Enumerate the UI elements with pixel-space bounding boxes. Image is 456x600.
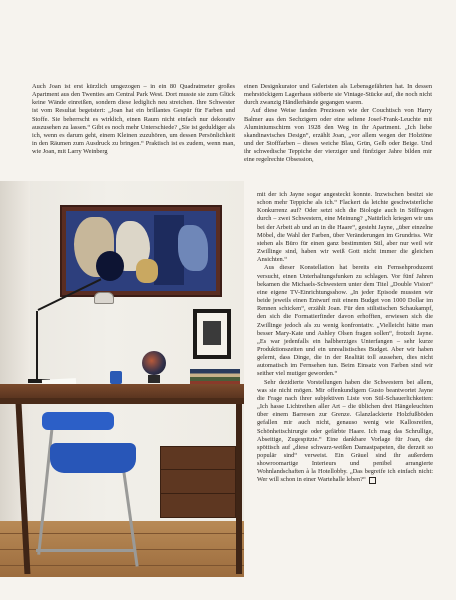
blue-chair-seat <box>50 443 136 473</box>
painting-shape <box>136 259 158 283</box>
paragraph: Aus dieser Konstellation hat bereits ein Fernsehproduzent versucht, einen Unterhaltungsfunken zu schlagen. Vor fünf Jahren bekamen die Michaels-Schwestern unter dem Titel „Double Vision“ eine eigene TV-Einrichtungsshow. „In jeder Episode mussten wir beide jeweils einen Entwurf mit einem Budget von 1000 Dollar im Rennen schicken“, erzählt Joan. Für den stilistischen Schaukampf, den sich die Formatierfinder davon erhofften, erwiesen sich die Zwillinge jedoch als zu wenig konfrontativ. „Vielleicht hätte man besser Mary-Kate und Ashley Olsen fragen sollen“, frotzelt Jayne. „Es war jedenfalls ein halbherziges Unterfangen – sehr kurze Produktionszeiten und ein unrealistisches Budget. Aber wir haben gelernt, dass Dinge, die in der Realität toll aussehen, dies nicht automatisch im Fernsehen tun. Beim Einsatz von Farben sind wir seither viel mutiger geworden.“ <box>257 264 433 378</box>
abstract-painting <box>60 205 222 297</box>
floor-board-line <box>0 533 244 534</box>
paragraph: Auch Joan ist erst kürzlich umgezogen – in ein 80 Quadratmeter großes Apartment aus den Twenties am Central Park West. Dort musste sie zum Glück keine Wände einreißen, sondern diese lediglich neu streichen. Ihre Schwester ist vom Resultat begeistert: „Joan hat ein brillantes Gespür für Farben und Stoffe. Sie beherrscht es wirklich, einen Raum nicht einfach nur dekorativ auszusehen zu lassen.“ Gibt es noch mehr Unterschiede? „Sie ist geduldiger als ich, wenn es darum geht, einem Kleinen zuzuhören, um dessen Persönlichkeit in den Räumen zum Ausdruck zu bringen.“ Praktisch ist es zudem, wenn man, wie Joan, mit Larry Weinberg <box>32 83 235 156</box>
small-framed-picture <box>193 309 231 359</box>
paragraph: Auf diese Weise fanden Preziosen wie der Couchtisch von Harry Balmer aus den Sechzigern oder eine seltene Josef-Frank-Leuchte mit Aluminiumschirm von 1928 den Weg in ihr Apartment. „Ich liebe skandinavisches Design“, erzählt Joan, „vor allem wegen der Holztöne und der Stofffarben – dieses weiche Blau, Grün, Gelb oder Beige. Und ihr schwedische Teppiche der vierziger und fünfziger Jahre bilden mir eine regelrechte Obsession, <box>244 107 432 164</box>
blue-chair-backrest <box>42 412 114 430</box>
paragraph-text: Sehr dezidierte Vorstellungen haben die Schwestern bei allem, was sie nicht mögen. Mir offenkundigem Gusto beantwortet Jayne die Frage nach ihrer subjektiven Liste von Stil-Schauerlichkeiten: „Ich hasse Lichtreihen aller Art – die üblichen drei Hängeleuchten über einem Barresen zur Grenze. Glanzlackierte Holzfußböden gefallen mir auch nicht, genauso wenig wie Kallosreifen, Schönheitschirurgie oder gefärbte Haare. Ich mag das Schrullige, Abseitige, Zugespitzte.“ Eine dankbare Vorlage für Joan, die spöttisch auf „diese schwarz-weißen Damastpapeten, die derzeit so populär sind“ verweist. Ein Gräuel sind ihr außerdem showroomartige Interieurs und penibel arrangierte Wohnlandschaften à la Hotellobby. „Das begreife ich einfach nicht: Wer will schon in einer Wartehalle leben?“ <box>257 378 433 484</box>
globe-stand <box>148 375 160 383</box>
blue-cup <box>110 371 122 384</box>
desk-top <box>0 384 244 398</box>
picture-art <box>203 321 221 345</box>
painting-canvas <box>66 211 216 291</box>
right-text-column-top <box>244 83 432 165</box>
interior-photo <box>0 181 244 577</box>
chair-frame <box>36 549 136 552</box>
painting-shape <box>178 225 208 271</box>
drawer-divider <box>161 469 235 470</box>
desk-lamp-stem <box>36 311 38 379</box>
paragraph: mit der ich Jayne sogar angesteckt konnte. Inzwischen besitzt sie schon mehr Teppiche als ich.“ Flackert da leichte geschwisterliche Konkurrenz auf? Oder setzt sich die Biologie auch in Stilfragen durch – zwei Schwestern, eine Meinung? „Natürlich kriegen wir uns bei der Arbeit ab und an in die Haare“, gesteht Jayne, „über einzelne Möbel, die Wahl der Farben, über Veränderungen im Grundriss. Wir stehen als Büro für einen ganz bestimmten Stil, aber nur weil wir Zwillinge sind, haben wir weiß Gott nicht immer die gleichen Ansichten.“ <box>257 191 433 264</box>
painting-shape <box>96 251 124 281</box>
desk-lamp-shade <box>94 292 114 304</box>
drawer-divider <box>161 493 235 494</box>
end-of-article-mark <box>369 477 376 484</box>
desk-leg <box>236 404 242 574</box>
left-text-column <box>32 83 235 156</box>
book-stack <box>190 369 240 384</box>
paragraph <box>257 379 433 485</box>
desk-edge <box>0 398 244 404</box>
paragraph: einen Designkurator und Galeristen als Lebensgefährten hat. In dessen mehrstöckigem Lagerhaus stöberte sie Vintage-Stücke auf, die noch nicht durch zwanzig Händlerhände gegangen waren. <box>244 83 432 107</box>
globe-ornament <box>142 351 166 375</box>
floor-board-line <box>0 565 244 566</box>
right-text-column <box>257 191 433 485</box>
desk-drawer-unit <box>160 446 236 518</box>
